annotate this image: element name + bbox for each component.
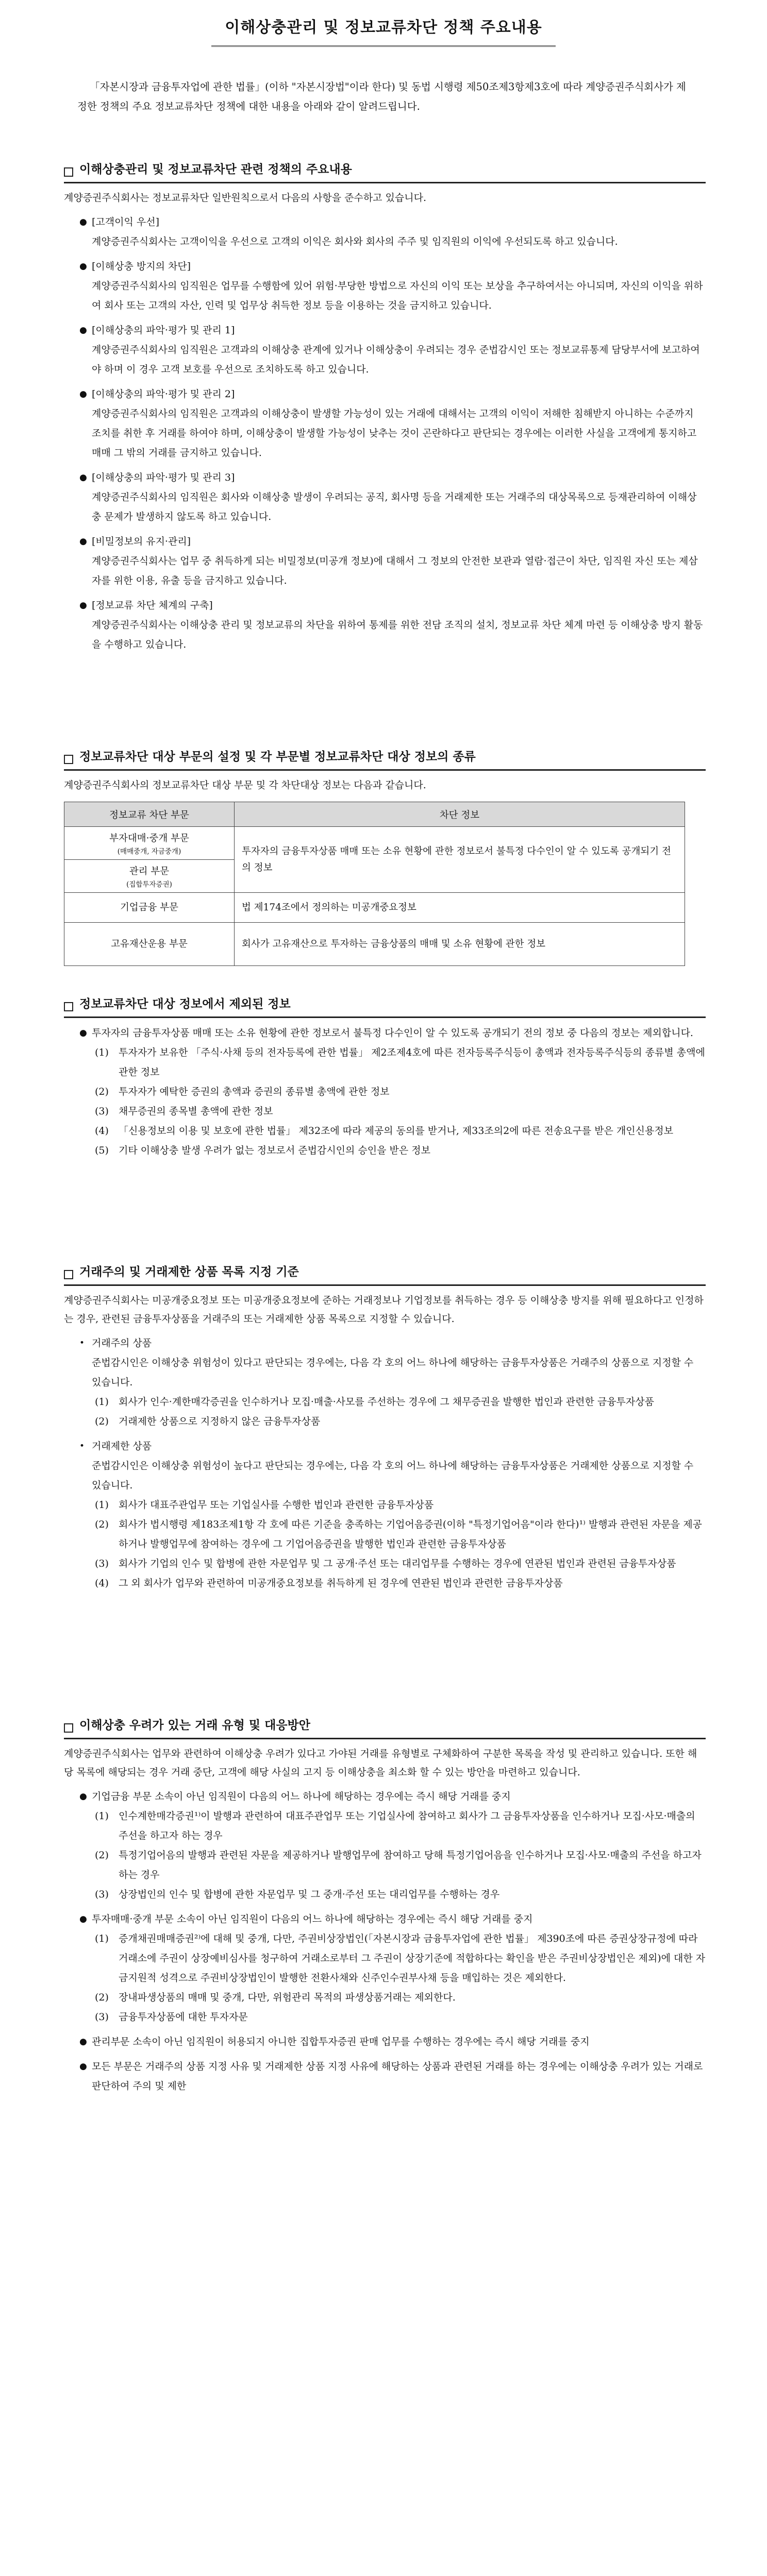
sub-item	[95, 1845, 706, 1885]
checkbox-square-icon	[64, 1002, 73, 1011]
sub-text: 회사가 대표주관업무 또는 기업실사를 수행한 법인과 관련한 금융투자상품	[119, 1499, 434, 1511]
bullet-icon: ●	[79, 2037, 87, 2047]
bullet-icon: •	[79, 1338, 85, 1348]
sub-text: 상장법인의 인수 및 합병에 관한 자문업무 및 그 중개·주선 또는 대리업무를 수행하는 경우	[119, 1889, 500, 1900]
item-text: 계양증권주식회사의 임직원은 고객과의 이해상충 관계에 있거나 이해상충이 우려되는 경우 준법감시인 또는 정보교류통제 담당부서에 보고하여야 하며 이 경우 고객 보호를 우선으로 조치하도록 하고 있습니다.	[92, 344, 700, 375]
sub-text: 특정기업어음의 발행과 관련된 자문을 제공하거나 발행업무에 참여하고 당해 특정기업어음을 인수하거나 모집·사모·매출의 주선을 하고자 하는 경우	[119, 1850, 702, 1880]
table-cell-part: 기업금융 부문	[64, 893, 235, 923]
item-heading: [고객이익 우선]	[92, 216, 159, 228]
sub-number: (2)	[95, 1992, 109, 2003]
item-text: 계양증권주식회사의 임직원은 회사와 이해상충 발생이 우려되는 공직, 회사명 등을 거래제한 또는 거래주의 대상목록으로 등재관리하여 이해상충 문제가 발생하지 않도록 하고 있습니다.	[92, 492, 697, 522]
item-heading: [이해상충의 파악·평가 및 관리 2]	[92, 388, 235, 400]
sub-number: (2)	[95, 1519, 109, 1530]
sub-item	[95, 1392, 706, 1412]
bullet-icon: ●	[79, 261, 87, 272]
section-heading	[64, 1710, 706, 1739]
sub-item	[95, 1101, 706, 1121]
bullet-icon: ●	[79, 472, 87, 483]
list-item	[79, 257, 706, 315]
title-block	[0, 14, 767, 47]
section-title: 정보교류차단 대상 정보에서 제외된 정보	[79, 997, 291, 1011]
sub-item	[95, 1573, 706, 1593]
bullet-icon: ●	[79, 536, 87, 547]
list-item	[79, 2032, 706, 2052]
sub-item	[95, 1412, 706, 1431]
table-row	[64, 827, 685, 860]
table-header-row	[64, 802, 685, 827]
list-item	[79, 1436, 706, 1495]
section-excluded-info	[64, 989, 706, 1160]
item-heading: [비밀정보의 유지·관리]	[92, 536, 191, 547]
item-text: 관리부문 소속이 아닌 임직원이 허용되지 아니한 집합투자증권 판매 업무를 수행하는 경우에는 즉시 해당 거래를 중지	[92, 2036, 590, 2047]
section-policy	[64, 155, 706, 654]
part-name: 부자대매·중개 부문	[109, 833, 189, 844]
sub-item	[95, 1988, 706, 2007]
sub-number: (3)	[95, 1106, 109, 1117]
section-watchlist	[64, 1257, 706, 1593]
bullet-icon: ●	[79, 600, 87, 611]
intro-paragraph	[77, 77, 691, 116]
list-item	[79, 212, 706, 251]
sub-item	[95, 1554, 706, 1573]
bullet-icon: ●	[79, 217, 87, 227]
bullet-icon: ●	[79, 2061, 87, 2072]
item-heading: 거래제한 상품	[92, 1440, 152, 1452]
item-text: 준법감시인은 이해상충 위험성이 높다고 판단되는 경우에는, 다음 각 호의 어느 하나에 해당하는 금융투자상품은 거래제한 상품으로 지정할 수 있습니다.	[92, 1460, 694, 1491]
item-text: 계양증권주식회사의 임직원은 고객과의 이해상충이 발생할 가능성이 있는 거래에 대해서는 고객의 이익이 저해한 침해받지 아니하는 수준까지 조치를 취한 후 거래를 하여야 하며, 이해상충이 발생할 가능성이 낮추는 것이 곤란하다고 판단되는 경우에는 이러한 사실을 고객에게 통지하고 매매 그 밖의 거래를 금지하고 있습니다.	[92, 408, 697, 459]
item-heading: [정보교류 차단 체계의 구축]	[92, 600, 213, 611]
item-heading: [이해상충 방지의 차단]	[92, 261, 191, 272]
sub-text: 회사가 법시행령 제183조제1항 각 호에 따른 기준을 충족하는 기업어음증권(이하 "특정기업어음"이라 한다)¹⁾ 발행과 관련된 자문을 제공하거나 발행업무에 참여하는 경우에 그 기업어음증권을 발행한 법인과 관련한 금융투자상품	[119, 1519, 702, 1550]
table-cell-info: 회사가 고유재산으로 투자하는 금융상품의 매매 및 소유 현황에 관한 정보	[235, 923, 685, 966]
table-header-part: 정보교류 차단 부문	[64, 802, 235, 827]
sub-number: (5)	[95, 1145, 109, 1156]
section-heading	[64, 155, 706, 183]
item-text: 계양증권주식회사의 임직원은 업무를 수행함에 있어 위험·부당한 방법으로 자신의 이익 또는 보상을 추구하여서는 아니되며, 자신의 이익을 위하여 회사 또는 고객의 자산, 인력 및 업무상 취득한 정보 등을 이용하는 것을 금지하고 있습니다.	[92, 280, 703, 311]
list-item	[79, 468, 706, 527]
section-title: 거래주의 및 거래제한 상품 목록 지정 기준	[79, 1265, 299, 1279]
section-title: 이해상충 우려가 있는 거래 유형 및 대응방안	[79, 1718, 310, 1732]
bullet-icon: ●	[79, 389, 87, 399]
section-conflict-types	[64, 1710, 706, 2096]
sub-item	[95, 1515, 706, 1554]
section-heading	[64, 742, 706, 771]
sub-number: (2)	[95, 1086, 109, 1097]
table-row	[64, 893, 685, 923]
sub-text: 거래제한 상품으로 지정하지 않은 금융투자상품	[119, 1416, 321, 1427]
section-title: 정보교류차단 대상 부문의 설정 및 각 부문별 정보교류차단 대상 정보의 종류	[79, 750, 476, 764]
part-note: (집합투자증권)	[126, 880, 172, 889]
table-cell-part	[64, 860, 235, 893]
sub-text: 투자자가 예탁한 증권의 총액과 증권의 종류별 총액에 관한 정보	[119, 1086, 390, 1097]
sub-text: 증개채권매매증권²⁾에 대해 및 중개, 다만, 주권비상장법인(「자본시장과 금융투자업에 관한 법률」 제390조에 따른 증권상장규정에 따라 거래소에 주권이 상장예비심사를 청구하여 거래소로부터 그 주권이 상장기준에 적합하다는 확인을 받은 주권비상장법인은 제외)에 대한 자금지원적 성격으로 주권비상장법인이 발행한 전환사채와 신주인수권부사채 등을 매입하는 것은 제외한다.	[119, 1933, 706, 1984]
section-title: 이해상충관리 및 정보교류차단 관련 정책의 주요내용	[79, 162, 352, 176]
item-text: 투자자의 금융투자상품 매매 또는 소유 현황에 관한 정보로서 불특정 다수인이 알 수 있도록 공개되기 전의 정보 중 다음의 정보는 제외합니다.	[92, 1027, 693, 1039]
section-heading	[64, 1257, 706, 1286]
item-heading: [이해상충의 파악·평가 및 관리 3]	[92, 472, 235, 483]
section-lead: 계양증권주식회사의 정보교류차단 대상 부문 및 각 차단대상 정보는 다음과 같습니다.	[64, 779, 426, 791]
sub-number: (1)	[95, 1396, 109, 1408]
sub-text: 회사가 기업의 인수 및 합병에 관한 자문업무 및 그 공개·주선 또는 대리업무를 수행하는 경우에 연관된 법인과 관련된 금융투자상품	[119, 1558, 676, 1569]
sub-text: 「신용정보의 이용 및 보호에 관한 법률」 제32조에 따라 제공의 동의를 받거나, 제33조의2에 따른 전송요구를 받은 개인신용정보	[119, 1125, 674, 1137]
sub-number: (1)	[95, 1933, 109, 1944]
item-text: 모든 부문은 거래주의 상품 지정 사유 및 거래제한 상품 지정 사유에 해당하는 상품과 관련된 거래를 하는 경우에는 이해상충 우려가 있는 거래로 판단하여 주의 및 제한	[92, 2061, 703, 2092]
part-name: 관리 부문	[129, 866, 170, 877]
item-text: 계양증권주식회사는 이해상충 관리 및 정보교류의 차단을 위하여 통제를 위한 전담 조직의 설치, 정보교류 차단 체계 마련 등 이해상충 방지 활동을 수행하고 있습니다.	[92, 619, 703, 650]
list-item	[79, 384, 706, 463]
intro-text: 「자본시장과 금융투자업에 관한 법률」(이하 "자본시장법"이라 한다) 및 동법 시행령 제50조제3항제3호에 따라 계양증권주식회사가 제정한 정책의 주요 정보교류차단 정책에 대한 내용을 아래와 같이 알려드립니다.	[77, 81, 686, 112]
sub-number: (4)	[95, 1125, 109, 1137]
table-header-info: 차단 정보	[235, 802, 685, 827]
bullet-icon: •	[79, 1441, 85, 1451]
sub-item	[95, 1495, 706, 1515]
sub-text: 기타 이해상충 발생 우려가 없는 정보로서 준법감시인의 승인을 받은 정보	[119, 1145, 430, 1156]
list-item	[79, 596, 706, 654]
table-cell-part: 고유재산운용 부문	[64, 923, 235, 966]
sub-item	[95, 1043, 706, 1082]
checkbox-square-icon	[64, 1723, 73, 1733]
item-text: 계양증권주식회사는 고객이익을 우선으로 고객의 이익은 회사와 회사의 주주 및 임직원의 이익에 우선되도록 하고 있습니다.	[92, 236, 618, 247]
list-item	[79, 1787, 706, 1806]
list-item	[79, 1333, 706, 1392]
sub-text: 그 외 회사가 업무와 관련하여 미공개중요정보를 취득하게 된 경우에 연관된 법인과 관련한 금융투자상품	[119, 1578, 563, 1589]
item-text: 투자매매·중개 부문 소속이 아닌 임직원이 다음의 어느 하나에 해당하는 경우에는 즉시 해당 거래를 중지	[92, 1913, 533, 1925]
bullet-icon: ●	[79, 325, 87, 335]
bullet-icon: ●	[79, 1791, 87, 1802]
sub-item	[95, 2007, 706, 2027]
sub-text: 인수계한매각증권¹⁾이 발행과 관련하여 대표주관업무 또는 기업실사에 참여하고 회사가 그 금융투자상품을 인수하거나 모집·사모·매출의 주선을 하고자 하는 경우	[119, 1810, 695, 1841]
sub-number: (1)	[95, 1810, 109, 1822]
sub-number: (3)	[95, 2011, 109, 2023]
sub-text: 장내파생상품의 매매 및 중개, 다만, 위험관리 목적의 파생상품거래는 제외한다.	[119, 1992, 456, 2003]
section-heading	[64, 989, 706, 1018]
table-cell-info: 투자자의 금융투자상품 매매 또는 소유 현황에 관한 정보로서 불특정 다수인이 알 수 있도록 공개되기 전의 정보	[235, 827, 685, 893]
sub-text: 회사가 인수·계한매각증권을 인수하거나 모집·매출·사모를 주선하는 경우에 그 채무증권을 발행한 법인과 관련한 금융투자상품	[119, 1396, 654, 1408]
section-lead: 계양증권주식회사는 미공개중요정보 또는 미공개중요정보에 준하는 거래정보나 기업정보를 취득하는 경우 등 이해상충 방지를 위해 필요하다고 인정하는 경우, 관련된 금융투자상품을 거래주의 또는 거래제한 상품 목록으로 지정할 수 있습니다.	[64, 1295, 704, 1325]
list-item	[79, 1909, 706, 1929]
section-lead: 계양증권주식회사는 업무와 관련하여 이해상충 우려가 있다고 가야된 거래를 유형별로 구체화하여 구분한 목록을 작성 및 관리하고 있습니다. 또한 해당 목록에 해당되는 경우 거래 중단, 고객에 해당 사실의 고지 등 이해상충을 최소화 할 수 있는 방안을 마련하고 있습니다.	[64, 1748, 697, 1778]
sub-item	[95, 1082, 706, 1101]
section-target-parts	[64, 742, 706, 966]
sub-number: (2)	[95, 1416, 109, 1427]
list-item	[79, 2057, 706, 2096]
sub-number: (3)	[95, 1889, 109, 1900]
sub-text: 투자자가 보유한 「주식·사채 등의 전자등록에 관한 법률」 제2조제4호에 따른 전자등록주식등이 총액과 전자등록주식등의 종류별 총액에 관한 정보	[119, 1047, 705, 1078]
sub-text: 금융투자상품에 대한 투자자문	[119, 2011, 248, 2023]
bullet-icon: ●	[79, 1914, 87, 1924]
list-item	[79, 320, 706, 379]
sub-item	[95, 1929, 706, 1988]
list-item	[79, 1023, 706, 1043]
item-heading: [이해상충의 파악·평가 및 관리 1]	[92, 325, 235, 336]
table-cell-part	[64, 827, 235, 860]
sub-item	[95, 1806, 706, 1845]
section-lead: 계양증권주식회사는 정보교류차단 일반원칙으로서 다음의 사항을 준수하고 있습니다.	[64, 192, 427, 204]
item-text: 기업금융 부문 소속이 아닌 임직원이 다음의 어느 하나에 해당하는 경우에는 즉시 해당 거래를 중지	[92, 1791, 511, 1802]
sub-item	[95, 1885, 706, 1904]
list-item	[79, 532, 706, 590]
sub-number: (3)	[95, 1558, 109, 1569]
table-row	[64, 923, 685, 966]
sub-number: (4)	[95, 1578, 109, 1589]
item-text: 계양증권주식회사는 업무 중 취득하게 되는 비밀정보(미공개 정보)에 대해서 그 정보의 안전한 보관과 열람·접근이 차단, 임직원 자신 또는 제삼자를 위한 이용, 유출 등을 금지하고 있습니다.	[92, 555, 698, 586]
checkbox-square-icon	[64, 1270, 73, 1279]
item-text: 준법감시인은 이해상충 위험성이 있다고 판단되는 경우에는, 다음 각 호의 어느 하나에 해당하는 금융투자상품은 거래주의 상품으로 지정할 수 있습니다.	[92, 1357, 694, 1388]
sub-text: 채무증권의 종목별 총액에 관한 정보	[119, 1106, 273, 1117]
checkbox-square-icon	[64, 167, 73, 177]
part-note: (매매중개, 자금중개)	[117, 847, 181, 856]
item-heading: 거래주의 상품	[92, 1337, 152, 1349]
parts-table	[64, 802, 685, 966]
checkbox-square-icon	[64, 755, 73, 764]
table-cell-info: 법 제174조에서 정의하는 미공개중요정보	[235, 893, 685, 923]
page-title: 이해상충관리 및 정보교류차단 정책 주요내용	[211, 14, 555, 47]
sub-item	[95, 1141, 706, 1160]
sub-item	[95, 1121, 706, 1141]
sub-number: (1)	[95, 1047, 109, 1058]
bullet-icon: ●	[79, 1028, 87, 1038]
sub-number: (1)	[95, 1499, 109, 1511]
sub-number: (2)	[95, 1850, 109, 1861]
